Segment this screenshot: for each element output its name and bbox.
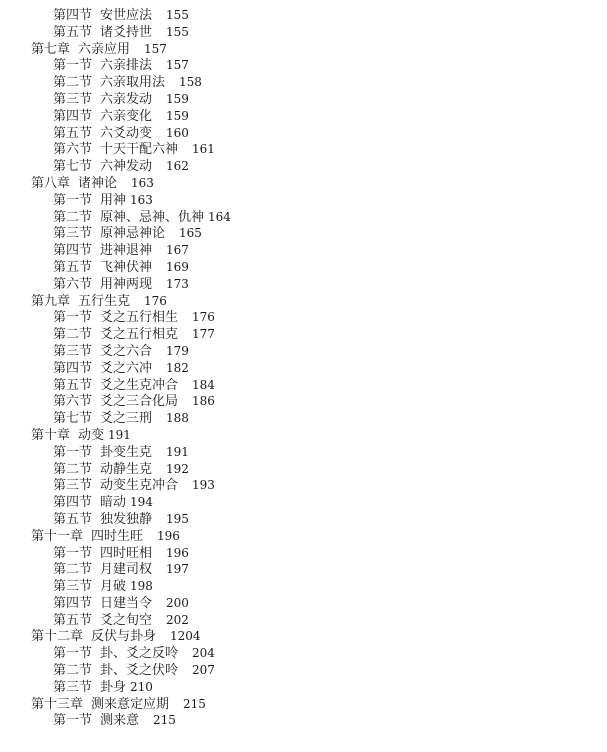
page-number: 167 [166, 243, 189, 258]
section-title: 动静生克 [100, 461, 153, 477]
chapter-number: 第九章 [31, 293, 71, 309]
chapter-title: 反伏与卦身 [91, 629, 157, 645]
chapter-title: 动变 [78, 427, 105, 443]
toc-section-row [0, 24, 607, 41]
page-number: 197 [166, 562, 189, 577]
toc-section-row [0, 393, 607, 410]
toc-section-row [0, 410, 607, 427]
section-number: 第四节 [53, 108, 93, 124]
chapter-number: 第十三章 [31, 696, 84, 712]
page-number: 179 [166, 343, 189, 358]
toc-section-row [0, 91, 607, 108]
toc-section-row [0, 309, 607, 326]
toc-section-row [0, 494, 607, 511]
page-number: 196 [157, 528, 180, 543]
page-number: 191 [166, 444, 189, 459]
section-number: 第一节 [53, 192, 93, 208]
section-number: 第二节 [53, 461, 93, 477]
section-title: 卦身 [100, 679, 127, 695]
toc-section-row [0, 712, 607, 729]
section-title: 暗动 [100, 495, 127, 511]
toc-section-row [0, 192, 607, 209]
toc-section-row [0, 158, 607, 175]
section-number: 第二节 [53, 327, 93, 343]
section-number: 第四节 [53, 8, 93, 23]
page-number: 198 [130, 579, 153, 594]
toc-chapter-row [0, 175, 607, 192]
section-title: 月破 [100, 579, 127, 595]
chapter-number: 第十一章 [31, 528, 84, 544]
section-number: 第三节 [53, 226, 93, 242]
section-number: 第五节 [53, 377, 93, 393]
toc-section-row [0, 612, 607, 629]
chapter-title: 诸神论 [78, 175, 118, 191]
section-title: 卦变生克 [100, 444, 153, 460]
section-title: 诸爻持世 [100, 24, 153, 40]
chapter-number: 第十二章 [31, 629, 84, 645]
page-number: 160 [166, 125, 189, 140]
toc-section-row [0, 461, 607, 478]
section-title: 动变生克冲合 [100, 478, 179, 494]
section-title: 爻之旬空 [100, 612, 153, 628]
chapter-title: 测来意定应期 [91, 696, 170, 712]
page-number: 194 [130, 495, 153, 510]
section-title: 飞神伏神 [100, 259, 153, 275]
section-title: 卦、爻之反呤 [100, 646, 179, 662]
toc-section-row [0, 595, 607, 612]
toc-section-row [0, 141, 607, 158]
section-number: 第七节 [53, 159, 93, 175]
section-title: 原神、忌神、仇神 [100, 209, 205, 225]
section-number: 第一节 [53, 545, 93, 561]
section-number: 第一节 [53, 646, 93, 662]
section-number: 第七节 [53, 411, 93, 427]
page-number: 155 [166, 24, 189, 39]
toc-section-row [0, 74, 607, 91]
page-number: 192 [166, 461, 189, 476]
page-number: 200 [166, 595, 189, 610]
toc-section-row [0, 225, 607, 242]
toc-chapter-row [0, 696, 607, 713]
section-title: 原神忌神论 [100, 226, 166, 242]
page-number: 164 [208, 209, 231, 224]
toc-section-row [0, 276, 607, 293]
section-title: 十天干配六神 [100, 142, 179, 158]
section-title: 日建当令 [100, 595, 153, 611]
toc-section-row [0, 561, 607, 578]
toc-section-row [0, 209, 607, 226]
toc-section-row [0, 125, 607, 142]
section-title: 四时旺相 [100, 545, 153, 561]
section-title: 六亲变化 [100, 108, 153, 124]
page-number: 161 [192, 142, 215, 157]
toc-section-row [0, 343, 607, 360]
section-number: 第三节 [53, 478, 93, 494]
section-title: 爻之五行相克 [100, 327, 179, 343]
page-number: 202 [166, 612, 189, 627]
page-number: 173 [166, 276, 189, 291]
section-title: 测来意 [100, 713, 140, 729]
toc-section-row [0, 259, 607, 276]
toc-section-row [0, 326, 607, 343]
page-number: 1204 [170, 629, 201, 644]
section-title: 六亲取用法 [100, 75, 166, 91]
toc-section-row [0, 679, 607, 696]
section-title: 爻之生克冲合 [100, 377, 179, 393]
page-number: 215 [153, 713, 176, 728]
section-number: 第六节 [53, 276, 93, 292]
toc-section-row [0, 511, 607, 528]
page-number: 162 [166, 159, 189, 174]
section-number: 第四节 [53, 243, 93, 259]
section-title: 月建司权 [100, 562, 153, 578]
page-number: 159 [166, 91, 189, 106]
section-number: 第二节 [53, 663, 93, 679]
section-number: 第五节 [53, 511, 93, 527]
section-title: 卦、爻之伏呤 [100, 663, 179, 679]
section-number: 第三节 [53, 679, 93, 695]
section-title: 爻之三合化局 [100, 394, 179, 410]
section-title: 独发独静 [100, 511, 153, 527]
section-number: 第五节 [53, 24, 93, 40]
page-number: 169 [166, 259, 189, 274]
toc-chapter-row [0, 528, 607, 545]
section-title: 爻之六合 [100, 343, 153, 359]
toc-section-row [0, 108, 607, 125]
table-of-contents [0, 7, 607, 729]
page-number: 215 [183, 696, 206, 711]
section-number: 第五节 [53, 125, 93, 141]
page-number: 182 [166, 360, 189, 375]
toc-section-row [0, 545, 607, 562]
page-number: 176 [144, 293, 167, 308]
toc-section-row [0, 57, 607, 74]
page-number: 177 [192, 327, 215, 342]
section-number: 第一节 [53, 713, 93, 729]
section-title: 六亲发动 [100, 91, 153, 107]
page-number: 195 [166, 511, 189, 526]
toc-section-row [0, 477, 607, 494]
section-title: 用神两现 [100, 276, 153, 292]
section-title: 爻之五行相生 [100, 310, 179, 326]
section-number: 第二节 [53, 209, 93, 225]
toc-section-row [0, 662, 607, 679]
section-number: 第一节 [53, 444, 93, 460]
section-number: 第三节 [53, 343, 93, 359]
chapter-number: 第十章 [31, 427, 71, 443]
page-number: 165 [179, 226, 202, 241]
page-number: 207 [192, 663, 215, 678]
section-number: 第一节 [53, 310, 93, 326]
toc-section-row [0, 7, 607, 24]
toc-section-row [0, 578, 607, 595]
section-number: 第二节 [53, 75, 93, 91]
chapter-title: 四时生旺 [91, 528, 144, 544]
toc-chapter-row [0, 427, 607, 444]
section-number: 第二节 [53, 562, 93, 578]
page-number: 163 [131, 175, 154, 190]
page-number: 157 [144, 41, 167, 56]
toc-chapter-row [0, 628, 607, 645]
page-number: 186 [192, 394, 215, 409]
section-number: 第五节 [53, 612, 93, 628]
toc-section-row [0, 242, 607, 259]
chapter-title: 五行生克 [78, 293, 131, 309]
section-title: 爻之六冲 [100, 360, 153, 376]
section-title: 爻之三刑 [100, 411, 153, 427]
toc-section-row [0, 360, 607, 377]
toc-section-row [0, 377, 607, 394]
section-number: 第三节 [53, 579, 93, 595]
section-number: 第五节 [53, 259, 93, 275]
section-number: 第四节 [53, 360, 93, 376]
page-number: 159 [166, 108, 189, 123]
toc-section-row [0, 645, 607, 662]
page-number: 158 [179, 75, 202, 90]
page-number: 204 [192, 646, 215, 661]
section-number: 第四节 [53, 595, 93, 611]
section-number: 第一节 [53, 58, 93, 74]
section-title: 六神发动 [100, 159, 153, 175]
toc-chapter-row [0, 41, 607, 58]
page-number: 176 [192, 310, 215, 325]
section-title: 用神 [100, 192, 127, 208]
chapter-number: 第七章 [31, 41, 71, 57]
section-title: 进神退神 [100, 243, 153, 259]
toc-chapter-row [0, 293, 607, 310]
section-number: 第六节 [53, 394, 93, 410]
page-number: 157 [166, 58, 189, 73]
section-number: 第四节 [53, 495, 93, 511]
page-number: 196 [166, 545, 189, 560]
page-number: 210 [130, 679, 153, 694]
section-number: 第六节 [53, 142, 93, 158]
page-number: 163 [130, 192, 153, 207]
page-number: 155 [166, 8, 189, 22]
section-title: 安世应法 [100, 8, 153, 23]
section-title: 六爻动变 [100, 125, 153, 141]
chapter-title: 六亲应用 [78, 41, 131, 57]
page-number: 191 [108, 427, 131, 442]
toc-section-row [0, 444, 607, 461]
section-title: 六亲排法 [100, 58, 153, 74]
chapter-number: 第八章 [31, 175, 71, 191]
page-number: 188 [166, 411, 189, 426]
section-number: 第三节 [53, 91, 93, 107]
page-number: 193 [192, 478, 215, 493]
page-number: 184 [192, 377, 215, 392]
